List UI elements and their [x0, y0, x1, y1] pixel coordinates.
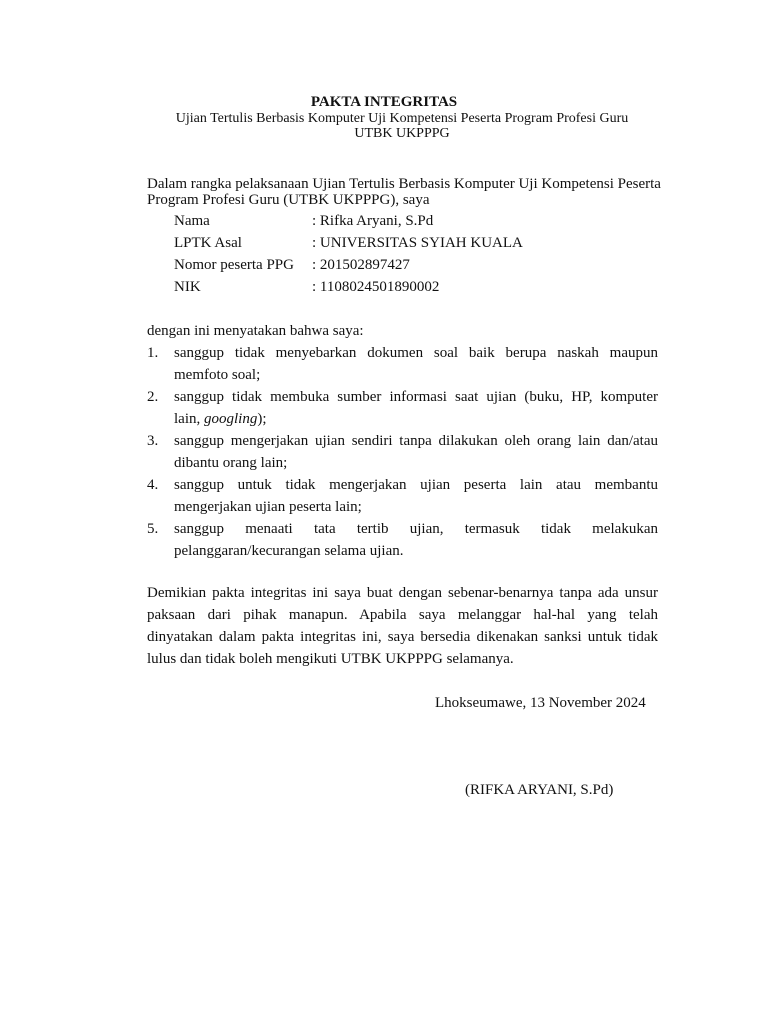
closing-line: lulus dan tidak boleh mengikuti UTBK UKPPPG selamanya. [147, 651, 514, 667]
list-item [147, 474, 658, 518]
identity-label: Nama [174, 213, 210, 229]
intro-paragraph [147, 176, 661, 208]
list-item-number: 3. [147, 433, 159, 449]
list-item-line: sanggup mengerjakan ujian sendiri tanpa dilakukan oleh orang lain dan/atau [174, 433, 658, 449]
list-item-line-prefix: lain, [174, 411, 204, 427]
identity-label: NIK [174, 279, 201, 295]
identity-label: LPTK Asal [174, 235, 242, 251]
closing-paragraph [147, 582, 658, 670]
identity-row-nama [174, 210, 654, 232]
list-item-line: sanggup untuk tidak mengerjakan ujian peserta lain atau membantu [174, 477, 658, 493]
identity-value: : UNIVERSITAS SYIAH KUALA [312, 235, 523, 251]
identity-value: : 201502897427 [312, 257, 410, 273]
list-item-line: memfoto soal; [174, 367, 261, 383]
identity-value: : Rifka Aryani, S.Pd [312, 213, 434, 229]
list-item-number: 2. [147, 389, 159, 405]
list-item-line: sanggup menaati tata tertib ujian, termasuk tidak melakukan [174, 521, 658, 537]
list-item-text [174, 474, 658, 518]
list-item-number: 1. [147, 345, 159, 361]
list-item-text [174, 386, 658, 430]
list-item-text [174, 342, 658, 386]
identity-table [174, 210, 654, 298]
signer-name: (RIFKA ARYANI, S.Pd) [465, 782, 614, 798]
list-item-number: 4. [147, 477, 159, 493]
list-item [147, 386, 658, 430]
identity-label: Nomor peserta PPG [174, 257, 294, 273]
list-item-line: mengerjakan ujian peserta lain; [174, 499, 362, 515]
list-item-line-italic: googling [204, 411, 258, 427]
list-item-number: 5. [147, 521, 159, 537]
list-item [147, 518, 658, 562]
closing-line: paksaan dari pihak manapun. Apabila saya melanggar hal-hal yang telah [147, 607, 658, 623]
list-item-line: pelanggaran/kecurangan selama ujian. [174, 543, 404, 559]
identity-row-nomor-peserta [174, 254, 654, 276]
document-title: PAKTA INTEGRITAS [310, 94, 458, 110]
intro-line: Program Profesi Guru (UTBK UKPPPG), saya [147, 192, 430, 208]
document-subtitle-line2: UTBK UKPPPG [354, 126, 450, 141]
list-item [147, 342, 658, 386]
declaration-list [147, 342, 658, 562]
place-date: Lhokseumawe, 13 November 2024 [435, 695, 646, 711]
list-item-line: sanggup tidak membuka sumber informasi saat ujian (buku, HP, komputer [174, 389, 658, 405]
list-item-line-suffix: ); [257, 411, 267, 427]
document-subtitle-line1: Ujian Tertulis Berbasis Komputer Uji Kompetensi Peserta Program Profesi Guru [175, 111, 629, 126]
list-item-line: dibantu orang lain; [174, 455, 288, 471]
identity-row-lptk [174, 232, 654, 254]
list-item [147, 430, 658, 474]
identity-value: : 1108024501890002 [312, 279, 440, 295]
identity-row-nik [174, 276, 654, 298]
list-item-line: sanggup tidak menyebarkan dokumen soal baik berupa naskah maupun [174, 345, 658, 361]
intro-line: Dalam rangka pelaksanaan Ujian Tertulis Berbasis Komputer Uji Kompetensi Peserta [147, 176, 661, 192]
closing-line: Demikian pakta integritas ini saya buat dengan sebenar-benarnya tanpa ada unsur [147, 585, 658, 601]
declaration-intro: dengan ini menyatakan bahwa saya: [147, 323, 364, 339]
list-item-text [174, 430, 658, 474]
closing-line: dinyatakan dalam pakta integritas ini, saya bersedia dikenakan sanksi untuk tidak [147, 629, 658, 645]
list-item-text [174, 518, 658, 562]
list-item-line [174, 408, 658, 430]
